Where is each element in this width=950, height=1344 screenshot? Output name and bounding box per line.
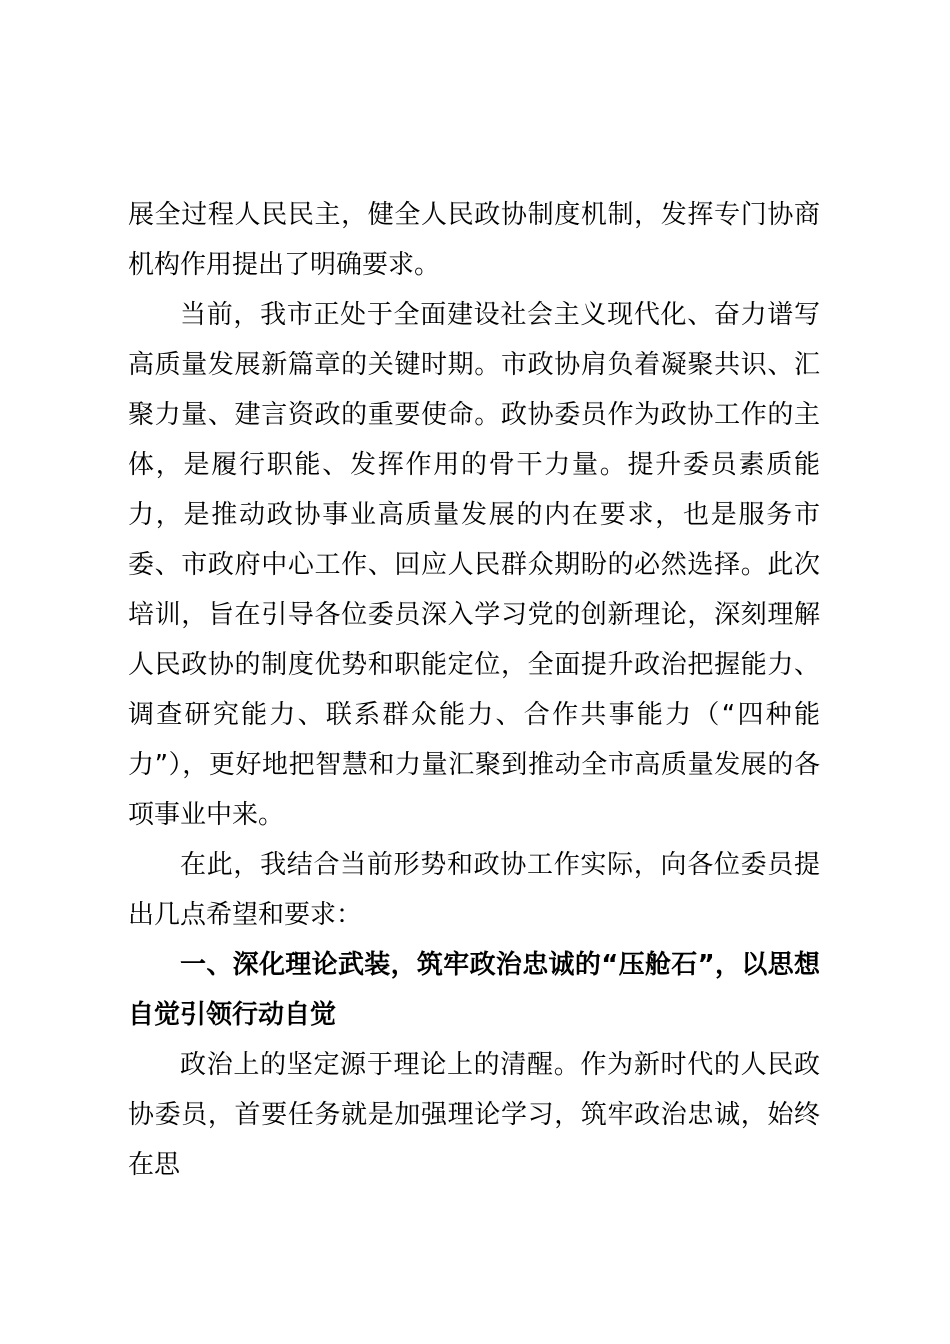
paragraph-section-1-body: 政治上的坚定源于理论上的清醒。作为新时代的人民政协委员，首要任务就是加强理论学习，筑牢政治忠诚，始终在思 xyxy=(128,1050,820,1180)
paragraph-requirements-intro: 在此，我结合当前形势和政协工作实际，向各位委员提出几点希望和要求： xyxy=(128,850,820,930)
section-heading-1: 一、深化理论武装，筑牢政治忠诚的“压舱石”，以思想自觉引领行动自觉 xyxy=(128,950,820,1030)
document-body xyxy=(128,190,820,1190)
paragraph-continuation: 展全过程人民民主，健全人民政协制度机制，发挥专门协商机构作用提出了明确要求。 xyxy=(128,200,820,280)
paragraph-current-situation: 当前，我市正处于全面建设社会主义现代化、奋力谱写高质量发展新篇章的关键时期。市政协肩负着凝聚共识、汇聚力量、建言资政的重要使命。政协委员作为政协工作的主体，是履行职能、发挥作用的骨干力量。提升委员素质能力，是推动政协事业高质量发展的内在要求，也是服务市委、市政府中心工作、回应人民群众期盼的必然选择。此次培训，旨在引导各位委员深入学习党的创新理论，深刻理解人民政协的制度优势和职能定位，全面提升政治把握能力、调查研究能力、联系群众能力、合作共事能力（“四种能力”），更好地把智慧和力量汇聚到推动全市高质量发展的各项事业中来。 xyxy=(128,300,820,830)
